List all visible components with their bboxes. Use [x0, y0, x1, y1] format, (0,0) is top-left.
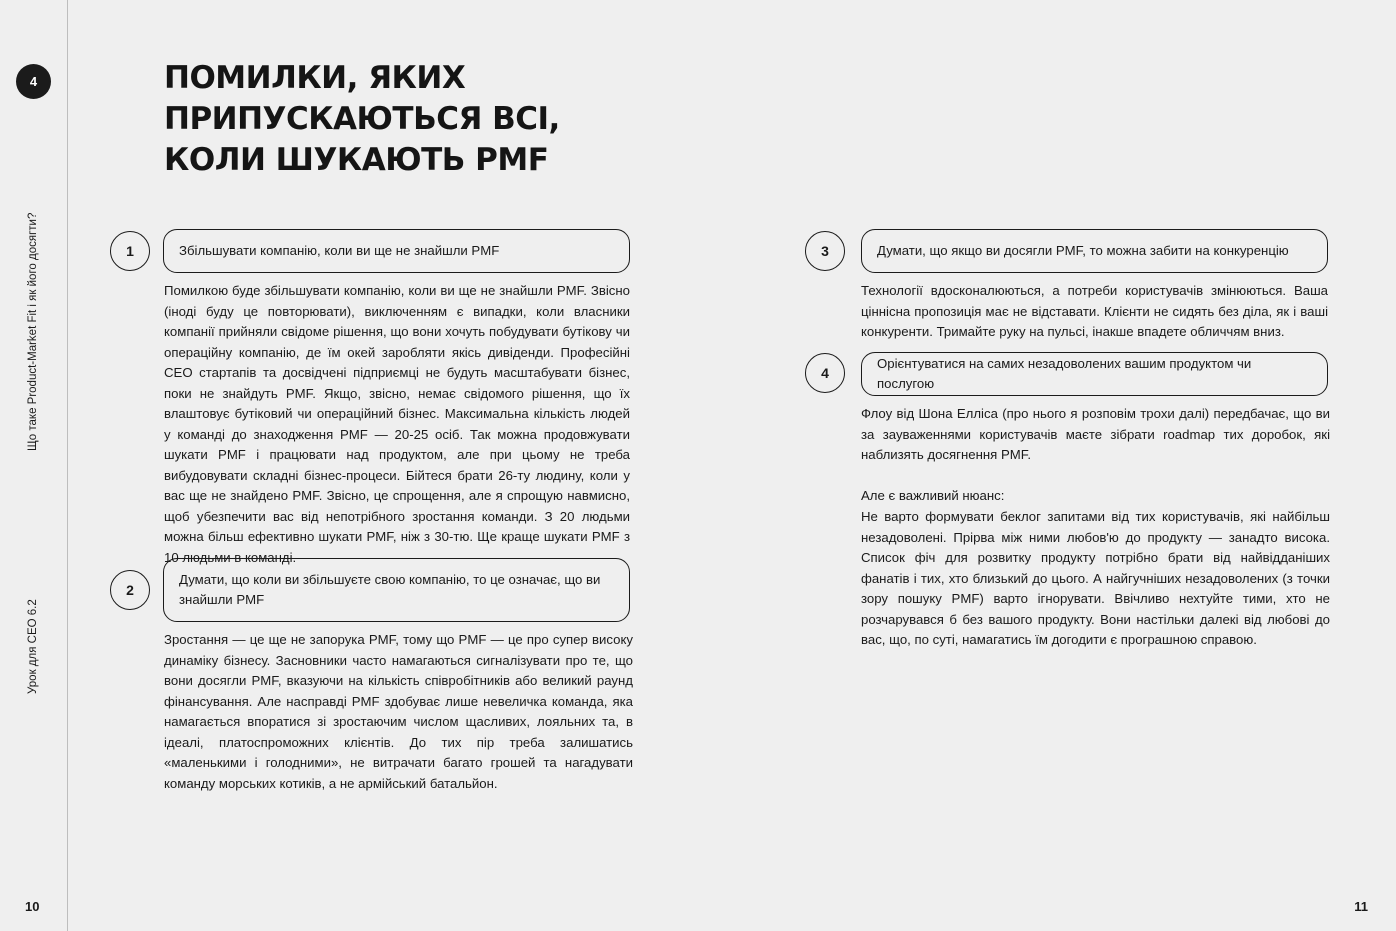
lesson-label-vertical: Урок для CEO 6.2 [27, 599, 39, 694]
sidebar [0, 0, 68, 931]
mistake-paragraph-2: Зростання — це ще не запорука PMF, тому що PMF — це про супер високу динаміку бізнесу. Засновники часто намагаються сигналізувати про те, що вони досягли PMF, вказуючи на кількість співробітників або великий раунд фінансування. Але насправді PMF здобуває лише невеличка команда, яка намагається впоратися зі зростаючим числом щасливих, лояльних та, в ідеалі, платоспроможних клієнтів. До тих пір треба залишатись «маленькими і голодними», не витрачати багато грошей та нагадувати команду морських котиків, а не армійський батальйон. [164, 632, 633, 791]
mistake-paragraph-4a: Флоу від Шона Елліса (про нього я розповім трохи далі) передбачає, що ви за зауваженнями користувачів маєте зібрати roadmap тих доробок, які наблизять досягнення PMF. [861, 406, 1330, 462]
mistake-paragraph-4c: Не варто формувати беклог запитами від тих користувачів, які найбільш незадоволені. Прірва між ними любов'ю до продукту — занадто висока. Список фіч для розвитку продукту потрібно брати від найвідданіших фанатів і тих, хто близький до цього. А найгучніших незадоволених (з точки зору пошуку PMF) варто ігнорувати. Ввічливо нехтуйте тими, хто не розчарувався б без вашого продукту. Вони настільки далекі від любові до вас, що, по суті, намагатись їм догодити є програшною справою. [861, 509, 1330, 647]
title-line: ПРИПУСКАЮТЬСЯ ВСІ, [164, 101, 560, 137]
mistake-number-1: 1 [110, 231, 150, 271]
mistake-number-4: 4 [805, 353, 845, 393]
mistake-number-2: 2 [110, 570, 150, 610]
mistake-heading-2: Думати, що коли ви збільшуєте свою компанію, то це означає, що ви знайшли PMF [163, 558, 630, 622]
page-title [164, 58, 560, 181]
chapter-badge: 4 [16, 64, 51, 99]
title-line: КОЛИ ШУКАЮТЬ PMF [164, 142, 549, 178]
mistake-number-3: 3 [805, 231, 845, 271]
mistake-heading-4: Орієнтуватися на самих незадоволених вашим продуктом чи послугою [861, 352, 1328, 396]
mistake-heading-3: Думати, що якщо ви досягли PMF, то можна забити на конкуренцію [861, 229, 1328, 273]
mistake-heading-1: Збільшувати компанію, коли ви ще не знайшли PMF [163, 229, 630, 273]
title-line: ПОМИЛКИ, ЯКИХ [164, 60, 466, 96]
lesson-title-vertical: Що таке Product-Market Fit і як його досягти? [27, 212, 39, 451]
mistake-paragraph-4b: Але є важливий нюанс: [861, 488, 1005, 503]
page-number-right: 11 [1354, 899, 1368, 914]
mistake-paragraph-3: Технології вдосконалюються, а потреби користувачів змінюються. Ваша ціннісна пропозиція має не відставати. Клієнти не сидять без діла, як і ваші конкуренти. Тримайте руку на пульсі, інакше впадете обличчям вниз. [861, 283, 1328, 339]
mistake-paragraph-1: Помилкою буде збільшувати компанію, коли ви ще не знайшли PMF. Звісно (іноді буду це повторювати), виключенням є випадки, коли власники компанії прийняли свідоме рішення, що вони хочуть побудувати бутікову чи операційну компанію, де їм окей заробляти якісь дивіденди. Професійні CEO стартапів та досвідчені підприємці не будуть масштабувати бізнес, поки не знайдуть PMF. Якщо, звісно, немає свідомого рішення, що їх влаштовує бутіковий чи операційний бізнес. Максимальна кількість людей у команді до знаходження PMF — 20-25 осіб. Так можна продовжувати шукати PMF і працювати над продуктом, але при цьому не треба вибудовувати складні бізнес-процеси. Бійтеся брати 26-ту людину, коли у вас ще не знайдено PMF. Звісно, це спрощення, але я спрощую навмисно, щоб убезпечити вас від непотрібного зростання команди. З 20 людьми можна більш ефективно шукати PMF, ніж з 30-тю. Ще краще шукати PMF з 10 людьми в команді. [164, 283, 630, 565]
page-number-left: 10 [25, 899, 40, 914]
